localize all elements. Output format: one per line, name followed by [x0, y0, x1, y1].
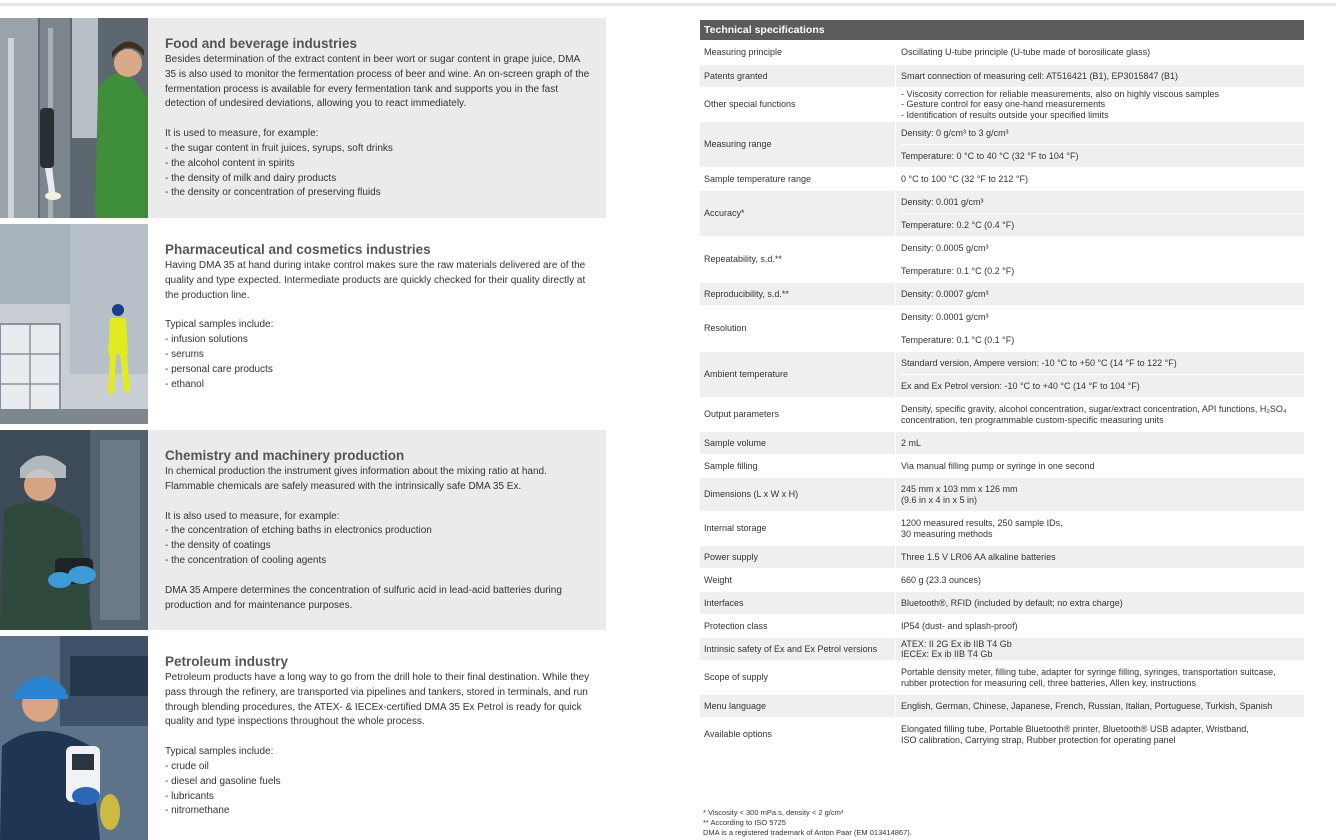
list-item: - diesel and gasoline fuels	[165, 775, 590, 790]
spec-value: Bluetooth®, RFID (included by default; no extra charge)	[901, 597, 1123, 608]
spec-value-cell	[896, 306, 1304, 351]
section-title: Chemistry and machinery production	[165, 448, 405, 463]
spec-label: Interfaces	[700, 592, 896, 614]
spec-label: Sample filling	[700, 455, 896, 477]
spec-row	[700, 282, 1304, 305]
spec-label: Scope of supply	[700, 661, 896, 694]
spec-label: Weight	[700, 569, 896, 591]
section-list-intro: It is used to measure, for example:	[165, 128, 319, 140]
section-extra-paragraph: DMA 35 Ampere determines the concentration of sulfuric acid in lead-acid batteries during production and for maintenance purposes.	[165, 584, 562, 611]
spec-value-cell	[896, 88, 1304, 121]
spec-value: Three 1.5 V LR06 AA alkaline batteries	[901, 551, 1056, 562]
spec-label: Dimensions (L x W x H)	[700, 478, 896, 511]
spec-row	[700, 511, 1304, 545]
spec-value: - Viscosity correction for reliable measurements, also on highly viscous samples - Gesture control for easy one-hand measurements - Identification of results outside your specified limits	[901, 88, 1219, 120]
petroleum-photo	[0, 636, 148, 840]
spec-row	[700, 397, 1304, 431]
section-paragraph: In chemical production the instrument gives information about the mixing ratio at hand. Flammable chemicals are safely measured with the intrinsically safe DMA 35 Ex.	[165, 466, 547, 492]
spec-row	[700, 236, 1304, 282]
list-item: - the density of milk and dairy products	[165, 172, 590, 187]
list-item: - the concentration of etching baths in electronics production	[165, 524, 590, 539]
spec-value: Elongated filling tube, Portable Bluetooth® printer, Bluetooth® USB adapter, Wristband, ISO calibration, Carrying strap, Rubber protection for operating panel	[901, 724, 1249, 745]
list-item: - the density of coatings	[165, 539, 590, 554]
spec-value: 2 mL	[901, 437, 922, 448]
section-title: Petroleum industry	[165, 654, 289, 669]
chemistry-photo	[0, 430, 148, 630]
spec-row	[700, 121, 1304, 167]
spec-row	[700, 660, 1304, 694]
spec-value: Density: 0.001 g/cm³	[901, 196, 984, 207]
section-chemistry	[0, 430, 606, 630]
spec-value: Density: 0.0005 g/cm³	[901, 242, 989, 253]
spec-value: Smart connection of measuring cell: AT516421 (B1), EP3015847 (B1)	[901, 70, 1178, 81]
spec-row	[700, 568, 1304, 591]
spec-value-cell	[896, 512, 1304, 545]
spec-value-cell	[896, 546, 1304, 568]
list-item: - the concentration of cooling agents	[165, 554, 590, 569]
spec-row	[700, 431, 1304, 454]
spec-value: 0 °C to 100 °C (32 °F to 212 °F)	[901, 173, 1028, 184]
section-paragraph: Besides determination of the extract content in beer wort or sugar content in grape juice, DMA 35 is also used to monitor the fermentation process of beer and wine. An on-screen graph of the fermentation process is available for every fermentation tank and supports you in the fast detection of undesired deviations, allowing you to react immediately.	[165, 54, 590, 110]
spec-label: Ambient temperature	[700, 352, 896, 397]
spec-row	[700, 87, 1304, 121]
section-list-intro: Typical samples include:	[165, 746, 274, 758]
section-paragraph: Having DMA 35 at hand during intake control makes sure the raw materials delivered are of the quality and type expected. Intermediate products are quickly checked for their quality directly at the production line.	[165, 260, 586, 301]
spec-value: Oscillating U-tube principle (U-tube made of borosilicate glass)	[901, 47, 1151, 58]
spec-row	[700, 167, 1304, 190]
food-beverage-text	[165, 36, 590, 201]
spec-value: Standard version, Ampere version: -10 °C to +50 °C (14 °F to 122 °F)	[901, 357, 1177, 368]
spec-value-cell	[896, 592, 1304, 614]
spec-value: Portable density meter, filling tube, adapter for syringe filling, syringes, transportation suitcase, rubber protection for measuring cell, three batteries, Allen key, instructions	[901, 667, 1276, 688]
spec-value-cell	[896, 455, 1304, 477]
list-item: - nitromethane	[165, 804, 590, 819]
list-item: - the sugar content in fruit juices, syrups, soft drinks	[165, 142, 590, 157]
spec-value-cell	[896, 718, 1304, 751]
spec-label: Accuracy*	[700, 191, 896, 236]
spec-value: Density: 0 g/cm³ to 3 g/cm³	[901, 127, 1009, 138]
spec-row	[700, 40, 1304, 64]
food-beverage-photo	[0, 18, 148, 218]
spec-table-header: Technical specifications	[700, 20, 1304, 40]
list-item: - lubricants	[165, 790, 590, 805]
section-petroleum	[0, 636, 606, 840]
spec-value-cell	[896, 65, 1304, 87]
sample-list	[165, 142, 590, 201]
spec-value-cell	[896, 398, 1304, 431]
top-rule	[0, 3, 1336, 6]
spec-row	[700, 694, 1304, 717]
spec-label: Power supply	[700, 546, 896, 568]
spec-label: Protection class	[700, 615, 896, 637]
spec-label: Repeatability, s.d.**	[700, 237, 896, 282]
footnote: * Viscosity < 300 mPa.s, density < 2 g/cm³	[703, 808, 844, 817]
spec-row	[700, 545, 1304, 568]
spec-row	[700, 591, 1304, 614]
spec-value-cell	[896, 569, 1304, 591]
spec-value-cell	[896, 638, 1304, 660]
section-list-intro: Typical samples include:	[165, 319, 274, 331]
spec-value: Ex and Ex Petrol version: -10 °C to +40 °C (14 °F to 104 °F)	[901, 374, 1304, 397]
spec-value: Temperature: 0.1 °C (0.1 °F)	[901, 328, 1304, 351]
spec-label: Measuring principle	[700, 41, 896, 64]
section-paragraph: Petroleum products have a long way to go from the drill hole to their final destination. While they pass through the refinery, are transported via pipelines and tankers, stored in terminals, and run through blending procedures, the ATEX- & IECEx-certified DMA 35 Ex Petrol is ready for quick quality and type inspections throughout the whole process.	[165, 672, 590, 728]
spec-value: Via manual filling pump or syringe in one second	[901, 460, 1095, 471]
section-title: Pharmaceutical and cosmetics industries	[165, 242, 431, 257]
spec-value-cell	[896, 352, 1304, 397]
spec-label: Other special functions	[700, 88, 896, 121]
footnote: DMA is a registered trademark of Anton Paar (EM 013414867).	[703, 828, 912, 837]
spec-label: Menu language	[700, 695, 896, 717]
spec-value-cell	[896, 478, 1304, 511]
spec-row	[700, 305, 1304, 351]
spec-value: Density, specific gravity, alcohol concentration, sugar/extract concentration, API functions, H₂SO₄ concentration, ten programmable custom-specific measuring units	[901, 404, 1287, 425]
spec-label: Sample volume	[700, 432, 896, 454]
spec-value-cell	[896, 122, 1304, 167]
footnote: ** According to ISO 5725	[703, 818, 786, 827]
spec-value: Temperature: 0.1 °C (0.2 °F)	[901, 259, 1304, 282]
spec-value-cell	[896, 283, 1304, 305]
spec-value-cell	[896, 695, 1304, 717]
spec-label: Reproducibility, s.d.**	[700, 283, 896, 305]
spec-value: Temperature: 0 °C to 40 °C (32 °F to 104 °F)	[901, 144, 1304, 167]
list-item: - infusion solutions	[165, 333, 590, 348]
spec-row	[700, 454, 1304, 477]
spec-value-cell	[896, 168, 1304, 190]
technical-specifications-table	[700, 20, 1304, 751]
list-item: - personal care products	[165, 363, 590, 378]
section-food-beverage	[0, 18, 606, 218]
sample-list	[165, 333, 590, 392]
spec-value: Density: 0.0001 g/cm³	[901, 311, 989, 322]
spec-value: 660 g (23.3 ounces)	[901, 574, 982, 585]
spec-value-cell	[896, 432, 1304, 454]
spec-label: Internal storage	[700, 512, 896, 545]
spec-value-cell	[896, 615, 1304, 637]
sample-list	[165, 760, 590, 819]
spec-value: English, German, Chinese, Japanese, French, Russian, Italian, Portuguese, Turkish, Spanish	[901, 700, 1273, 711]
spec-label: Resolution	[700, 306, 896, 351]
spec-value-cell	[896, 237, 1304, 282]
spec-row	[700, 614, 1304, 637]
section-title: Food and beverage industries	[165, 36, 358, 51]
list-item: - the alcohol content in spirits	[165, 157, 590, 172]
list-item: - the density or concentration of preserving fluids	[165, 186, 590, 201]
spec-label: Sample temperature range	[700, 168, 896, 190]
section-list-intro: It is also used to measure, for example:	[165, 510, 340, 522]
list-item: - crude oil	[165, 760, 590, 775]
pharmaceutical-photo	[0, 224, 148, 424]
spec-value: 245 mm x 103 mm x 126 mm (9.6 in x 4 in x 5 in)	[901, 484, 1018, 505]
spec-value-cell	[896, 191, 1304, 236]
list-item: - ethanol	[165, 378, 590, 393]
spec-value-cell	[896, 41, 1304, 64]
petroleum-text	[165, 654, 590, 819]
spec-row	[700, 64, 1304, 87]
spec-label: Measuring range	[700, 122, 896, 167]
chemistry-text	[165, 448, 590, 628]
spec-row	[700, 351, 1304, 397]
spec-row	[700, 190, 1304, 236]
spec-value: Temperature: 0.2 °C (0.4 °F)	[901, 213, 1304, 236]
spec-label: Available options	[700, 718, 896, 751]
spec-rows	[700, 40, 1304, 751]
sample-list	[165, 524, 590, 568]
footnotes	[703, 808, 912, 838]
section-pharmaceutical	[0, 224, 606, 424]
spec-label: Patents granted	[700, 65, 896, 87]
spec-value: ATEX: II 2G Ex ib IIB T4 Gb IECEx: Ex ib IIB T4 Gb	[901, 638, 1012, 659]
spec-row	[700, 717, 1304, 751]
spec-row	[700, 477, 1304, 511]
spec-row	[700, 637, 1304, 660]
spec-value-cell	[896, 661, 1304, 694]
pharmaceutical-text	[165, 242, 590, 392]
spec-value: 1200 measured results, 250 sample IDs, 30 measuring methods	[901, 518, 1063, 539]
spec-value: Density: 0.0007 g/cm³	[901, 288, 989, 299]
spec-label: Output parameters	[700, 398, 896, 431]
list-item: - serums	[165, 348, 590, 363]
spec-value: IP54 (dust- and splash-proof)	[901, 620, 1018, 631]
spec-label: Intrinsic safety of Ex and Ex Petrol versions	[700, 638, 896, 660]
